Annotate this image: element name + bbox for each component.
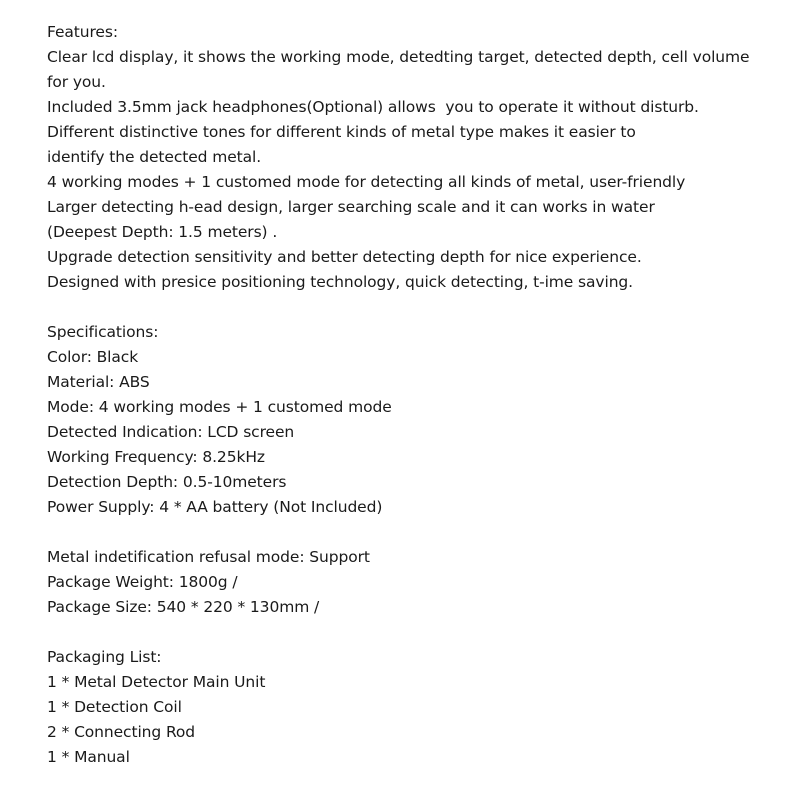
spec-line: Working Frequency: 8.25kHz xyxy=(47,448,265,466)
features-line: Clear lcd display, it shows the working mode, detedting target, detected depth, cell volume xyxy=(47,48,750,66)
packaging-item: 2 * Connecting Rod xyxy=(47,723,196,741)
features-line: Designed with presice positioning technology, quick detecting, t-ime saving. xyxy=(47,273,634,291)
features-line: Upgrade detection sensitivity and better detecting depth for nice experience. xyxy=(47,248,642,266)
features-line: Larger detecting h-ead design, larger searching scale and it can works in water xyxy=(47,198,655,216)
features-line: identify the detected metal. xyxy=(47,148,262,166)
product-description xyxy=(47,20,787,770)
spec-line: Metal indetification refusal mode: Support xyxy=(47,548,370,566)
features-line: for you. xyxy=(47,73,106,91)
spacer xyxy=(47,295,787,320)
features-heading: Features: xyxy=(47,23,118,41)
spec-line: Detected Indication: LCD screen xyxy=(47,423,295,441)
spec-line: Package Size: 540 * 220 * 130mm / xyxy=(47,598,320,616)
packaging-heading: Packaging List: xyxy=(47,648,162,666)
spec-line: Material: ABS xyxy=(47,373,150,391)
packaging-section xyxy=(47,645,787,770)
spacer xyxy=(47,520,787,545)
packaging-item: 1 * Manual xyxy=(47,748,130,766)
features-section xyxy=(47,20,787,295)
specifications-section xyxy=(47,320,787,620)
spec-line: Detection Depth: 0.5-10meters xyxy=(47,473,287,491)
features-line: Different distinctive tones for different kinds of metal type makes it easier to xyxy=(47,123,636,141)
spec-line: Color: Black xyxy=(47,348,139,366)
features-line: 4 working modes + 1 customed mode for detecting all kinds of metal, user-friendly xyxy=(47,173,686,191)
spec-line: Power Supply: 4 * AA battery (Not Included) xyxy=(47,498,383,516)
spec-line: Mode: 4 working modes + 1 customed mode xyxy=(47,398,392,416)
packaging-item: 1 * Metal Detector Main Unit xyxy=(47,673,266,691)
spacer xyxy=(47,620,787,645)
packaging-item: 1 * Detection Coil xyxy=(47,698,182,716)
features-line: (Deepest Depth: 1.5 meters) . xyxy=(47,223,278,241)
features-line: Included 3.5mm jack headphones(Optional) allows you to operate it without disturb. xyxy=(47,98,699,116)
spec-line: Package Weight: 1800g / xyxy=(47,573,238,591)
specifications-heading: Specifications: xyxy=(47,323,159,341)
